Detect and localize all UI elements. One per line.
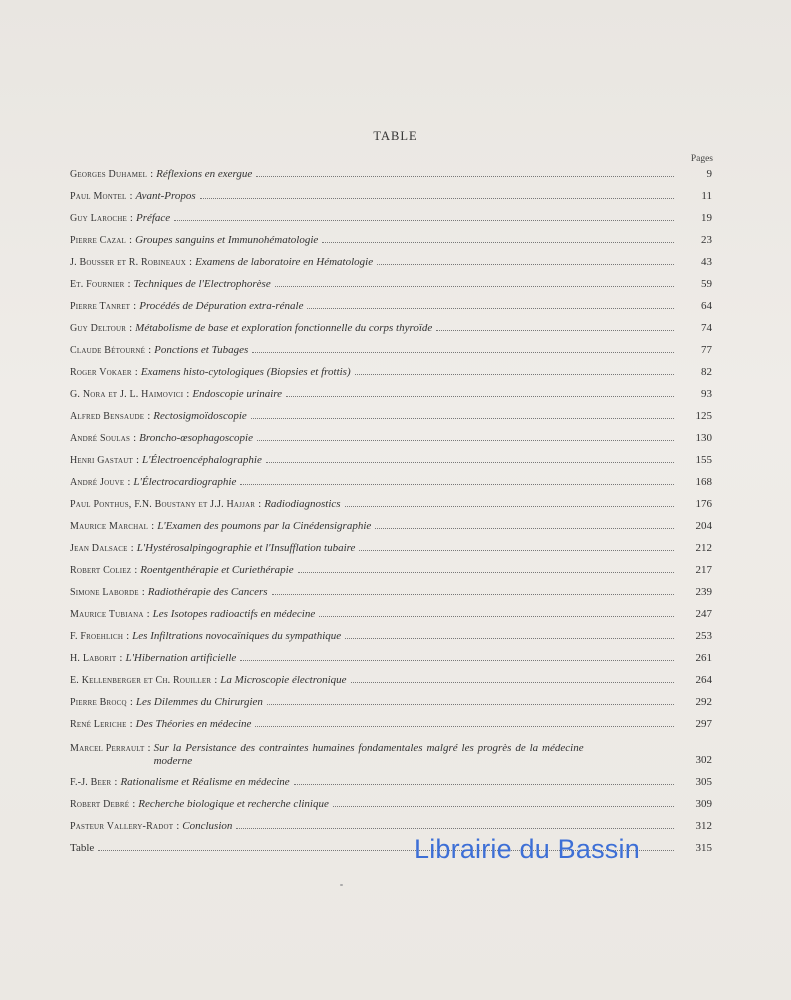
- table-heading: TABLE: [373, 129, 418, 143]
- toc-title: L'Examen des poumons par la Cinédensigraphie: [157, 520, 372, 532]
- toc-title: Des Théories en médecine: [135, 718, 252, 730]
- toc-entry: [70, 520, 712, 533]
- toc-author: Jean Dalsace: [70, 543, 128, 554]
- toc-title: L'Électroencéphalographie: [142, 454, 262, 466]
- toc-entry: [70, 798, 712, 811]
- toc-title: Techniques de l'Electrophorèse: [133, 278, 271, 290]
- toc-separator: :: [147, 410, 151, 422]
- dot-leader: [351, 674, 674, 683]
- toc-title: Examens histo-cytologiques (Biopsies et frottis): [140, 366, 351, 378]
- toc-page-number: 217: [695, 564, 712, 576]
- toc-separator: :: [133, 432, 137, 444]
- toc-title: Les Isotopes radioactifs en médecine: [152, 608, 316, 620]
- toc-title: L'Électrocardiographie: [133, 476, 237, 488]
- toc-entry: [70, 820, 712, 833]
- toc-separator: :: [134, 564, 138, 576]
- toc-separator: :: [135, 454, 139, 466]
- toc-author: Pierre Brocq: [70, 697, 127, 708]
- dot-leader: [255, 718, 674, 727]
- toc-title: La Microscopie électronique: [220, 674, 347, 686]
- toc-author: Henri Gastaut: [70, 455, 133, 466]
- dot-leader: [319, 608, 674, 617]
- dot-leader: [251, 410, 674, 419]
- toc-separator: :: [186, 388, 190, 400]
- dot-leader: [174, 212, 674, 221]
- toc-separator: :: [126, 630, 130, 642]
- dot-leader: [322, 234, 674, 243]
- toc-entry: [70, 322, 712, 335]
- toc-page-number: 302: [695, 754, 712, 766]
- toc-entry: [70, 388, 712, 401]
- toc-separator: :: [258, 498, 262, 510]
- toc-author: Et. Fournier: [70, 279, 125, 290]
- toc-title: Conclusion: [182, 820, 233, 832]
- toc-author: E. Kellenberger et Ch. Rouiller: [70, 675, 212, 686]
- toc-author: René Leriche: [70, 719, 127, 730]
- dot-leader: [286, 388, 674, 397]
- toc-page-number: 315: [695, 842, 712, 854]
- toc-title: Table: [70, 842, 95, 854]
- toc-entry: [70, 608, 712, 621]
- toc-title: Radiodiagnostics: [264, 498, 341, 510]
- toc-author: Roger Vokaer: [70, 367, 132, 378]
- toc-entry: [70, 256, 712, 269]
- toc-entry: [70, 742, 712, 767]
- dot-leader: [266, 454, 674, 463]
- dot-leader: [200, 190, 674, 199]
- dot-leader: [436, 322, 674, 331]
- toc-author: Maurice Tubiana: [70, 609, 144, 620]
- toc-page-number: 264: [695, 674, 712, 686]
- dot-leader: [294, 776, 674, 785]
- toc-title: L'Hibernation artificielle: [125, 652, 237, 664]
- dot-leader: [252, 344, 674, 353]
- toc-author: H. Laborit: [70, 653, 117, 664]
- toc-author: Alfred Bensaude: [70, 411, 145, 422]
- toc-entry: [70, 696, 712, 709]
- dot-leader: [236, 820, 674, 829]
- toc-page-number: 125: [695, 410, 712, 422]
- toc-title: Radiothérapie des Cancers: [147, 586, 268, 598]
- toc-author: F.-J. Beer: [70, 777, 112, 788]
- toc-title: Métabolisme de base et exploration fonctionnelle du corps thyroïde: [135, 322, 433, 334]
- toc-title: Les Infiltrations novocaïniques du sympathique: [132, 630, 342, 642]
- dot-leader: [307, 300, 674, 309]
- toc-title: Roentgenthérapie et Curiethérapie: [140, 564, 294, 576]
- toc-page-number: 23: [701, 234, 712, 246]
- toc-author: Robert Debré: [70, 799, 130, 810]
- toc-page-number: 312: [695, 820, 712, 832]
- toc-entry: [70, 476, 712, 489]
- toc-separator: :: [141, 586, 145, 598]
- toc-entry: [70, 542, 712, 555]
- dot-leader: [275, 278, 674, 287]
- toc-entry: [70, 366, 712, 379]
- toc-author: Maurice Marchal: [70, 521, 149, 532]
- toc-entry: [70, 234, 712, 247]
- toc-entry: [70, 432, 712, 445]
- toc-entry: [70, 190, 712, 203]
- toc-page-number: 11: [701, 190, 712, 202]
- toc-author: André Jouve: [70, 477, 125, 488]
- toc-author: Simone Laborde: [70, 587, 139, 598]
- toc-entry: [70, 564, 712, 577]
- toc-page-number: 93: [701, 388, 712, 400]
- toc-entry: [70, 168, 712, 181]
- toc-page-number: 43: [701, 256, 712, 268]
- toc-title: Recherche biologique et recherche clinique: [138, 798, 329, 810]
- dot-leader: [272, 586, 674, 595]
- toc-separator: :: [133, 300, 137, 312]
- toc-entry: [70, 300, 712, 313]
- toc-author: Georges Duhamel: [70, 169, 148, 180]
- toc-author: Guy Laroche: [70, 213, 127, 224]
- pages-column-header: Pages: [690, 154, 713, 164]
- toc-separator: :: [119, 652, 123, 664]
- dot-leader: [240, 476, 674, 485]
- toc-separator: :: [129, 234, 133, 246]
- dot-leader: [375, 520, 674, 529]
- toc-separator: :: [148, 344, 152, 356]
- toc-author: André Soulas: [70, 433, 131, 444]
- toc-page-number: 9: [706, 168, 712, 180]
- toc-page-number: 82: [701, 366, 712, 378]
- toc-title: L'Hystérosalpingographie et l'Insufflation tubaire: [136, 542, 356, 554]
- toc-entry: [70, 498, 712, 511]
- toc-author: Guy Deltour: [70, 323, 127, 334]
- toc-page-number: 176: [695, 498, 712, 510]
- toc-author: Claude Bétourné: [70, 345, 146, 356]
- dot-leader: [240, 652, 674, 661]
- toc-page-number: 305: [695, 776, 712, 788]
- toc-page-number: 253: [695, 630, 712, 642]
- toc-title: Réflexions en exergue: [156, 168, 253, 180]
- toc-page-number: 292: [695, 696, 712, 708]
- toc-title: Ponctions et Tubages: [154, 344, 249, 356]
- toc-separator: :: [129, 212, 133, 224]
- dot-leader: [257, 432, 674, 441]
- toc-entry: [70, 776, 712, 789]
- paper-speck: [340, 884, 343, 886]
- toc-page-number: 19: [701, 212, 712, 224]
- toc-author: Pierre Cazal: [70, 235, 127, 246]
- toc-author: Robert Coliez: [70, 565, 132, 576]
- toc-page-number: 130: [695, 432, 712, 444]
- toc-entry: [70, 586, 712, 599]
- toc-title: Procédés de Dépuration extra-rénale: [139, 300, 304, 312]
- toc-title: Rationalisme et Réalisme en médecine: [120, 776, 290, 788]
- shop-watermark: Librairie du Bassin: [414, 834, 640, 864]
- toc-page-number: 204: [695, 520, 712, 532]
- toc-entry: [70, 344, 712, 357]
- toc-title: Les Dilemmes du Chirurgien: [135, 696, 263, 708]
- toc-page-number: 168: [695, 476, 712, 488]
- toc-page-number: 64: [701, 300, 712, 312]
- toc-separator: :: [150, 168, 154, 180]
- toc-separator: :: [151, 520, 155, 532]
- toc-separator: :: [132, 798, 136, 810]
- toc-page-number: 247: [695, 608, 712, 620]
- dot-leader: [355, 366, 674, 375]
- toc-author: Paul Ponthus, F.N. Boustany et J.J. Hajjar: [70, 499, 256, 510]
- toc-entry: [70, 718, 712, 731]
- toc-author: Pierre Tanret: [70, 301, 131, 312]
- toc-separator: :: [176, 820, 180, 832]
- toc-page-number: 212: [695, 542, 712, 554]
- toc-separator: :: [146, 608, 150, 620]
- toc-title: Groupes sanguins et Immunohématologie: [135, 234, 319, 246]
- toc-page-number: 155: [695, 454, 712, 466]
- toc-entry: [70, 410, 712, 423]
- dot-leader: [298, 564, 674, 573]
- toc-author: Marcel Perrault: [70, 743, 145, 754]
- toc-separator: :: [130, 542, 134, 554]
- toc-author: F. Froehlich: [70, 631, 124, 642]
- toc-entry: [70, 278, 712, 291]
- toc-author: G. Nora et J. L. Haimovici: [70, 389, 184, 400]
- dot-leader: [333, 798, 674, 807]
- toc-entry: [70, 454, 712, 467]
- toc-separator: :: [127, 476, 131, 488]
- toc-title: Préface: [135, 212, 171, 224]
- dot-leader: [256, 168, 674, 177]
- dot-leader: [345, 498, 674, 507]
- toc-page-number: 297: [695, 718, 712, 730]
- toc-page-number: 261: [695, 652, 712, 664]
- toc-separator: :: [129, 696, 133, 708]
- toc-entry: [70, 212, 712, 225]
- toc-author: J. Bousser et R. Robineaux: [70, 257, 187, 268]
- toc-page-number: 239: [695, 586, 712, 598]
- toc-separator: :: [214, 674, 218, 686]
- toc-separator: :: [129, 190, 133, 202]
- toc-title: Endoscopie urinaire: [192, 388, 283, 400]
- toc-title: Broncho-œsophagoscopie: [139, 432, 253, 444]
- toc-page-number: 59: [701, 278, 712, 290]
- toc-title: Sur la Persistance des contraintes humaines fondamentales malgré les progrès de la médecine moderne: [153, 742, 584, 767]
- toc-entry: [70, 652, 712, 665]
- toc-title: Rectosigmoïdoscopie: [153, 410, 247, 422]
- toc-separator: :: [114, 776, 118, 788]
- toc-separator: :: [134, 366, 138, 378]
- dot-leader: [359, 542, 674, 551]
- toc-page-number: 309: [695, 798, 712, 810]
- dot-leader: [267, 696, 674, 705]
- toc-separator: :: [189, 256, 193, 268]
- toc-entry: [70, 630, 712, 643]
- toc-separator: :: [129, 718, 133, 730]
- dot-leader: [345, 630, 674, 639]
- toc-page-number: 77: [701, 344, 712, 356]
- toc-separator: :: [127, 278, 131, 290]
- toc-entry: [70, 674, 712, 687]
- toc-page-number: 74: [701, 322, 712, 334]
- toc-separator: :: [147, 742, 151, 754]
- toc-title: Examens de laboratoire en Hématologie: [195, 256, 374, 268]
- toc-author: Paul Montel: [70, 191, 127, 202]
- toc-separator: :: [129, 322, 133, 334]
- dot-leader: [377, 256, 674, 265]
- toc-title: Avant-Propos: [135, 190, 196, 202]
- toc-author: Pasteur Vallery-Radot: [70, 821, 174, 832]
